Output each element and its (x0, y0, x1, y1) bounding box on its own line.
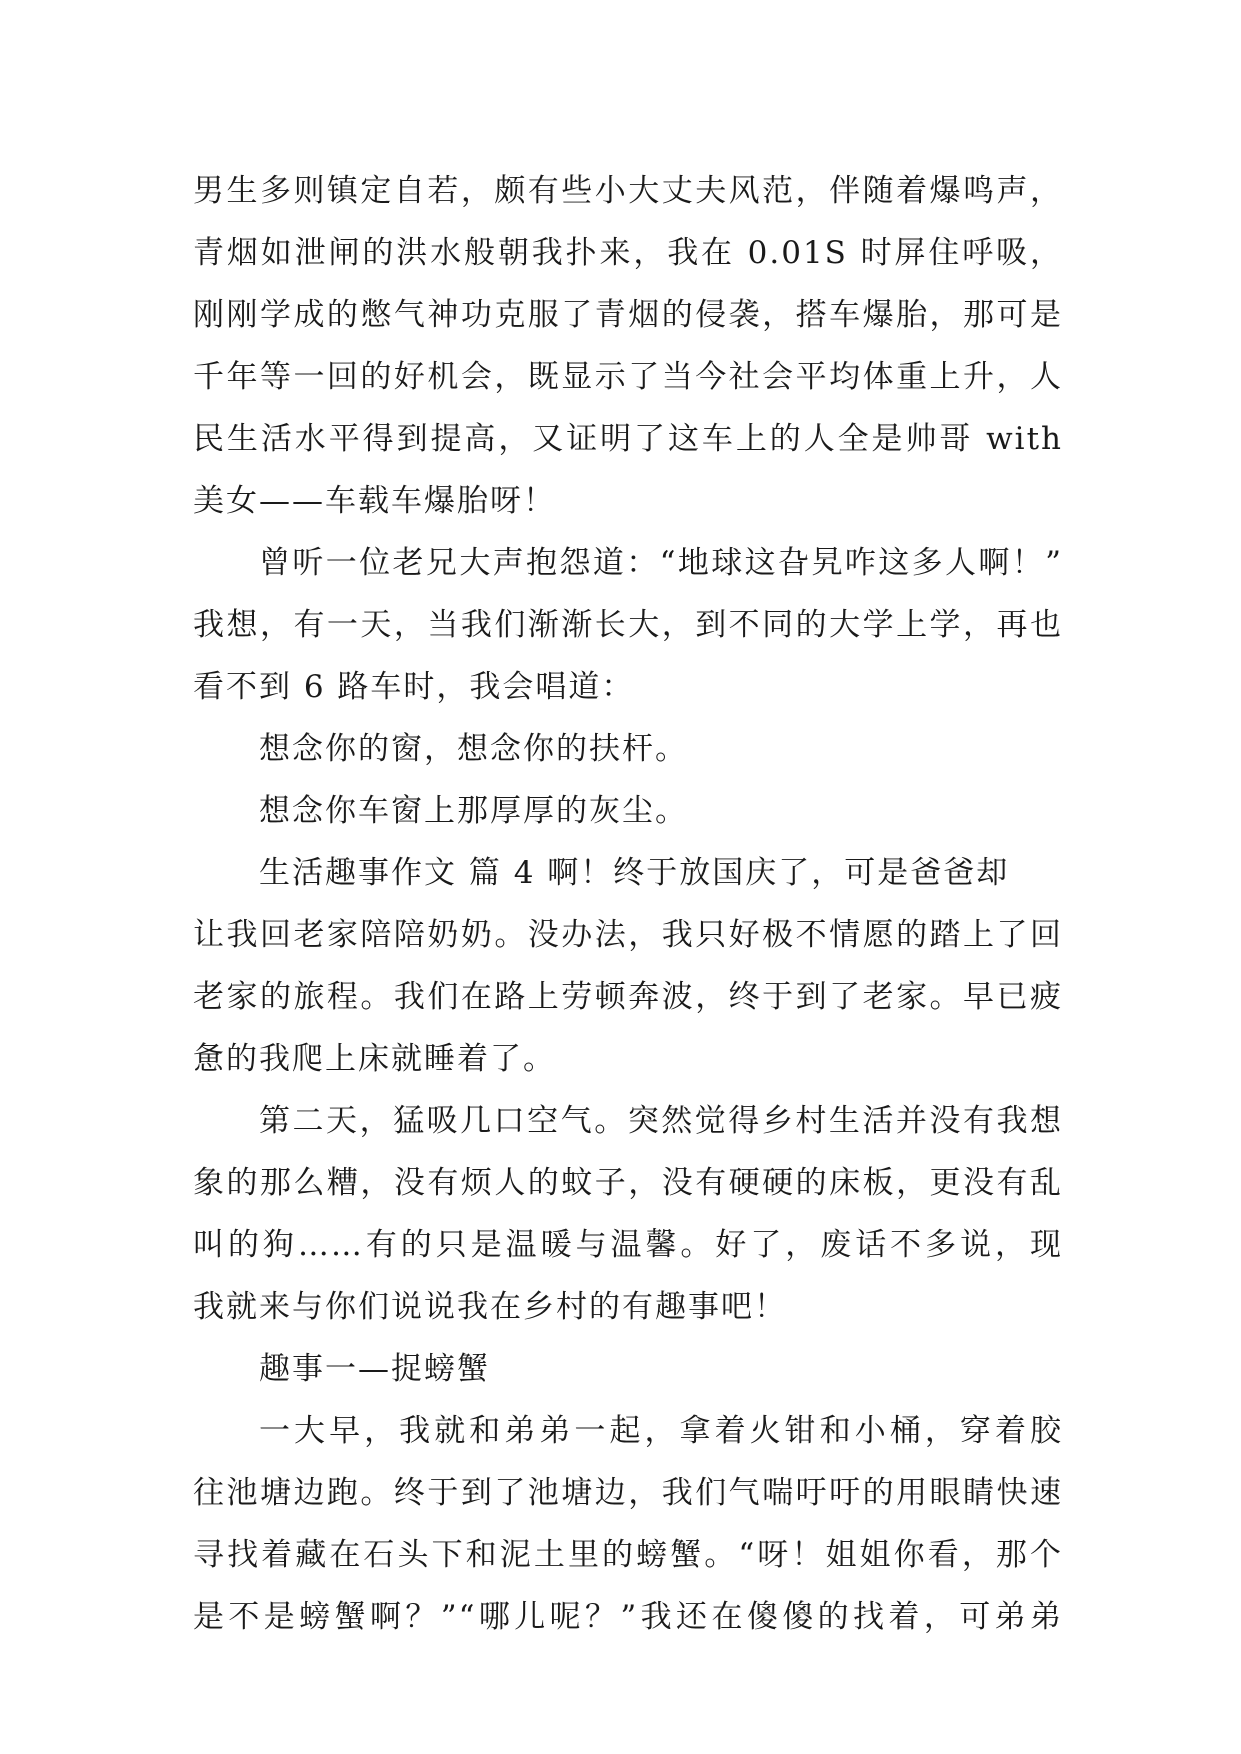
text-line: 男生多则镇定自若，颇有些小大丈夫风范，伴随着爆鸣声， (193, 173, 1063, 209)
document-body (193, 160, 1063, 1648)
text-line: 我就来与你们说说我在乡村的有趣事吧！ (193, 1289, 787, 1325)
text-line: 让我回老家陪陪奶奶。没办法，我只好极不情愿的踏上了回 (193, 917, 1063, 953)
text-line: 是不是螃蟹啊？”“哪儿呢？”我还在傻傻的找着，可弟弟 (193, 1599, 1063, 1635)
text-line: 惫的我爬上床就睡着了。 (193, 1041, 556, 1077)
text-line: 民生活水平得到提高，又证明了这车上的人全是帅哥 with (193, 421, 1063, 457)
text-line: 往池塘边跑。终于到了池塘边，我们气喘吁吁的用眼睛快速 (193, 1475, 1063, 1511)
text-line: 一大早，我就和弟弟一起，拿着火钳和小桶，穿着胶 (259, 1413, 1063, 1449)
text-line: 象的那么糟，没有烦人的蚊子，没有硬硬的床板，更没有乱 (193, 1165, 1063, 1201)
text-line: 想念你的窗，想念你的扶杆。 (259, 731, 688, 767)
text-line: 老家的旅程。我们在路上劳顿奔波，终于到了老家。早已疲 (193, 979, 1063, 1015)
text-line: 生活趣事作文 篇 4 啊！终于放国庆了，可是爸爸却 (259, 855, 1010, 891)
text-line: 想念你车窗上那厚厚的灰尘。 (259, 793, 688, 829)
text-line: 曾听一位老兄大声抱怨道：“地球这旮旯咋这多人啊！” (259, 545, 1063, 581)
text-line: 叫的狗……有的只是温暖与温馨。好了，废话不多说，现 (193, 1227, 1063, 1263)
text-line: 千年等一回的好机会，既显示了当今社会平均体重上升，人 (193, 359, 1063, 395)
text-line: 刚刚学成的憋气神功克服了青烟的侵袭，搭车爆胎，那可是 (193, 297, 1063, 333)
text-line: 美女——车载车爆胎呀！ (193, 483, 556, 519)
text-line: 趣事一—捉螃蟹 (259, 1351, 490, 1387)
text-line: 寻找着藏在石头下和泥土里的螃蟹。“呀！姐姐你看，那个 (193, 1537, 1063, 1573)
text-line: 第二天，猛吸几口空气。突然觉得乡村生活并没有我想 (259, 1103, 1063, 1139)
text-line: 青烟如泄闸的洪水般朝我扑来，我在 0.01S 时屏住呼吸， (193, 235, 1063, 271)
text-line: 看不到 6 路车时，我会唱道： (193, 669, 635, 705)
text-line: 我想，有一天，当我们渐渐长大，到不同的大学上学，再也 (193, 607, 1063, 643)
